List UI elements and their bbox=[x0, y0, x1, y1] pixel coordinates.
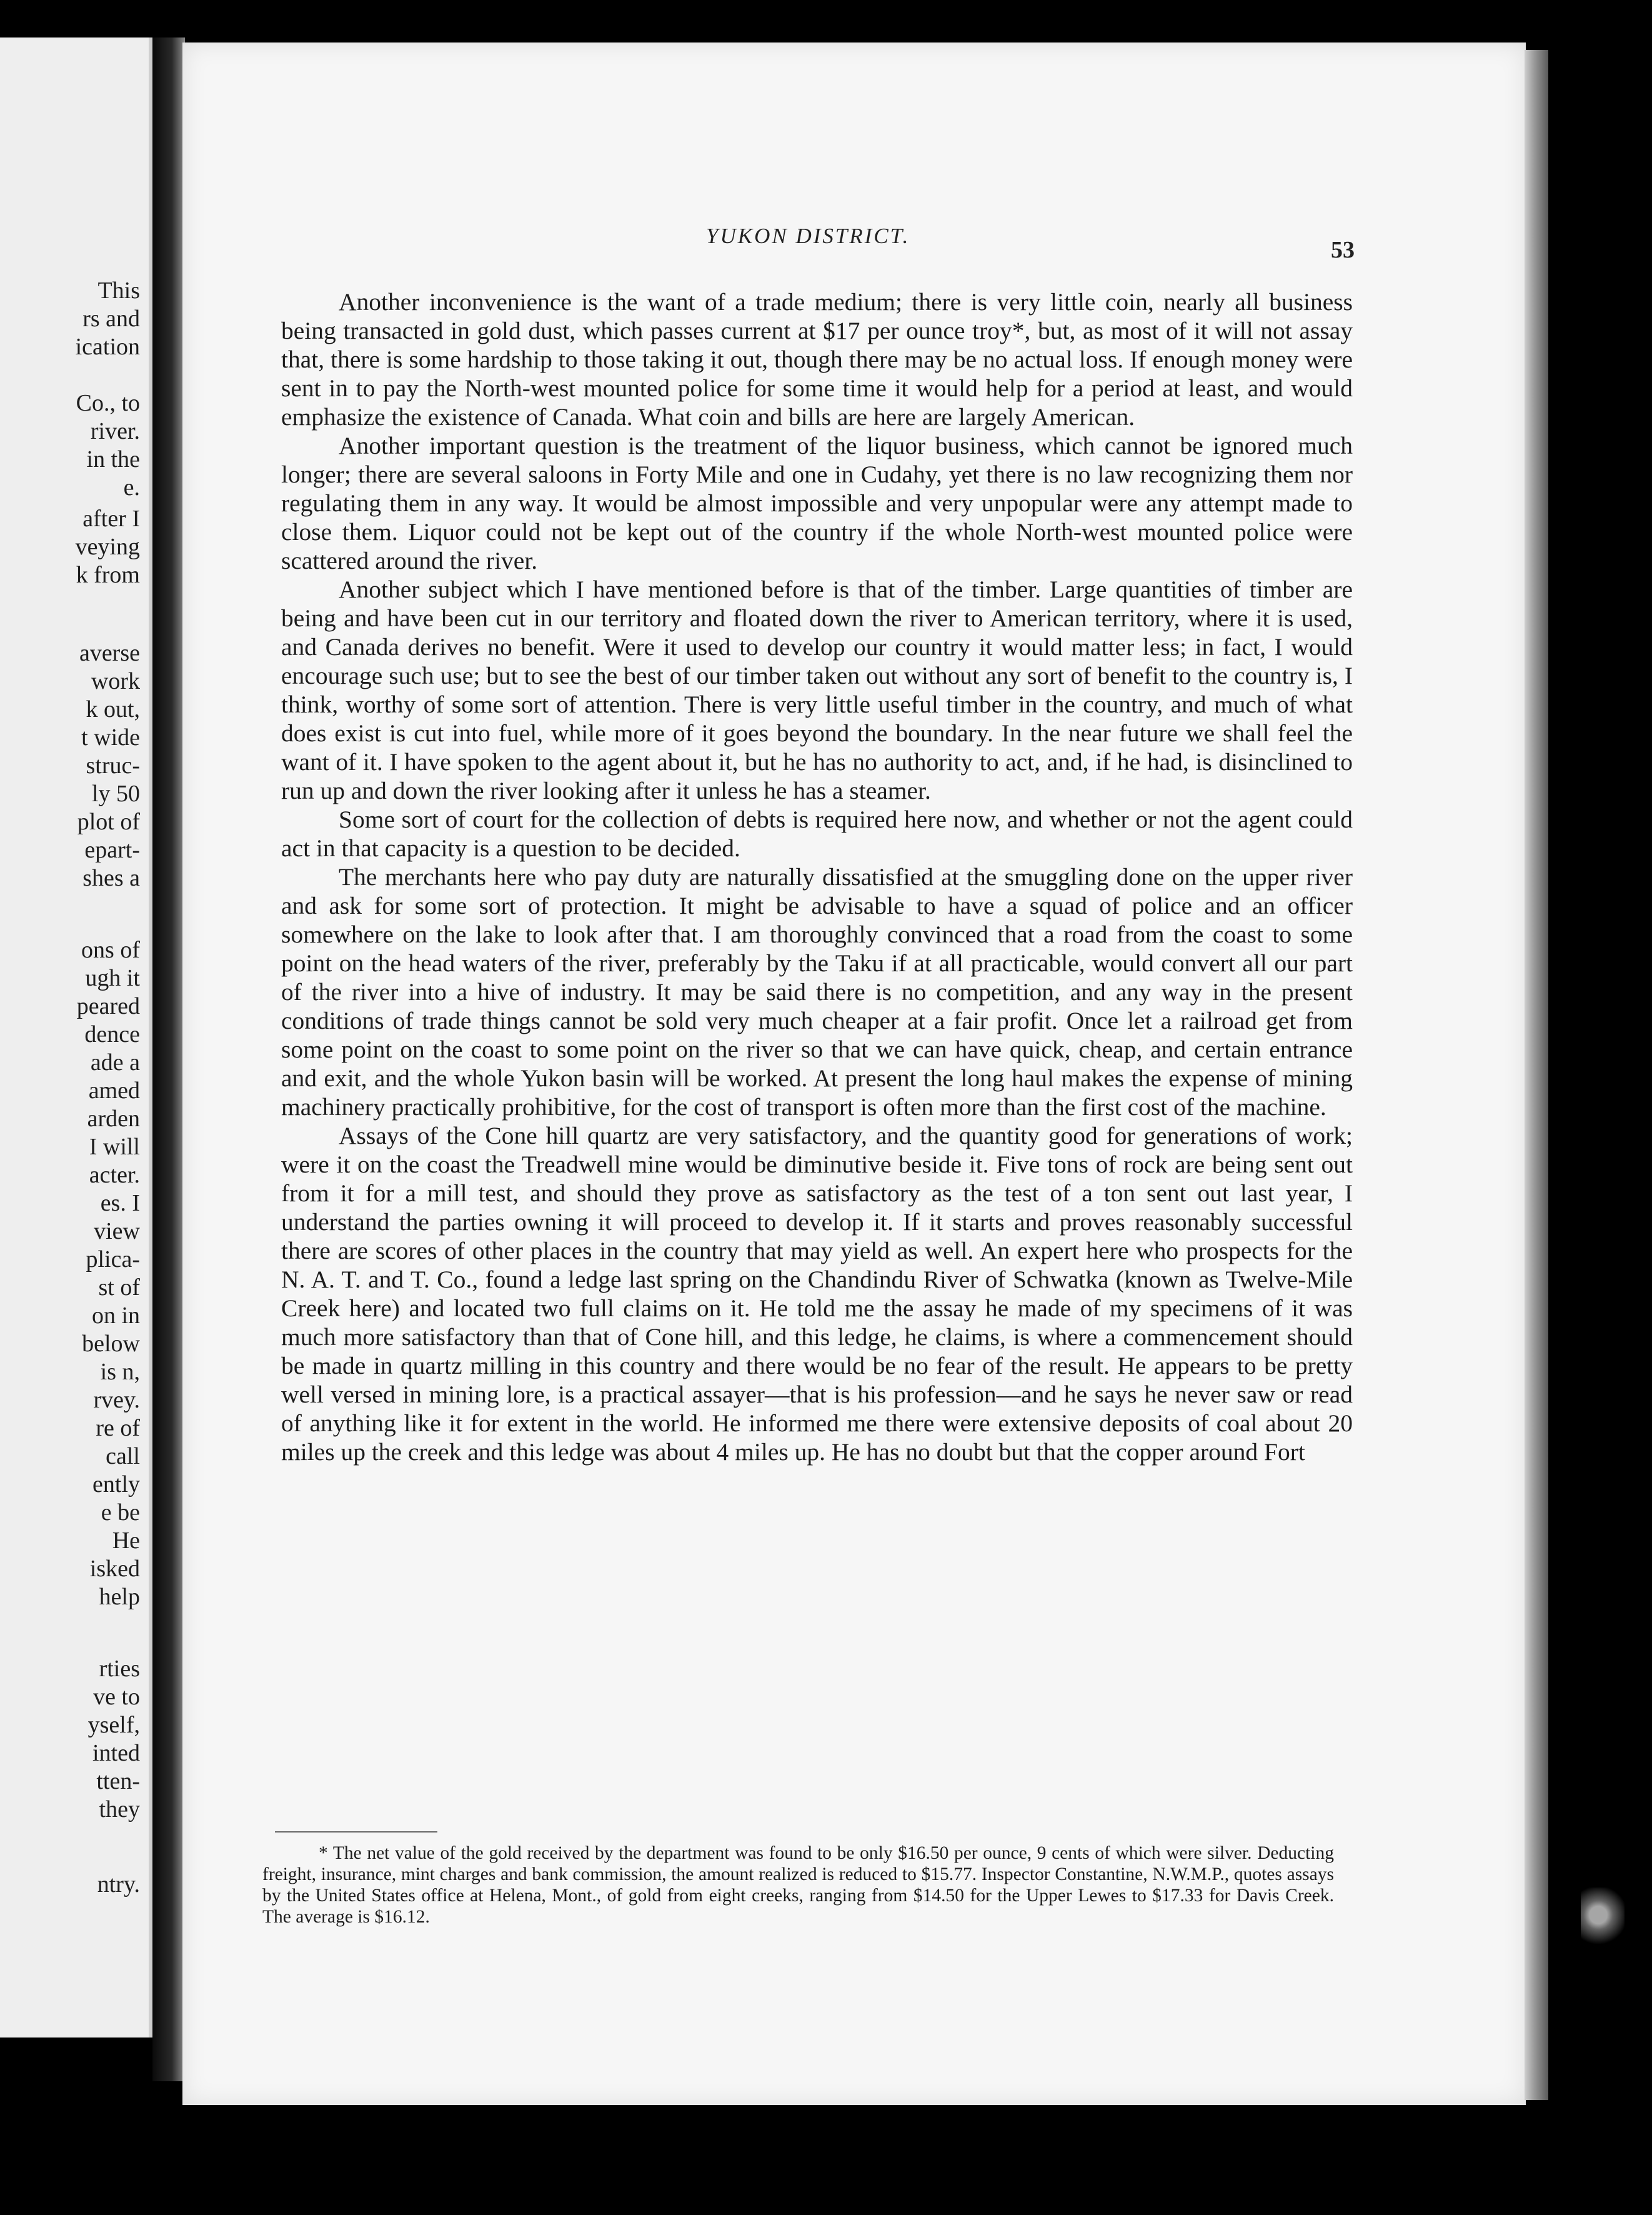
left-page-fragment: call bbox=[106, 1443, 140, 1469]
left-page-fragment: inted bbox=[92, 1740, 140, 1766]
left-page-fragment: ly 50 bbox=[91, 781, 140, 807]
left-page-fragment: Co., to bbox=[76, 390, 140, 416]
body-text bbox=[281, 288, 1353, 1466]
footnote-divider bbox=[275, 1831, 437, 1832]
left-page-fragment: ntry. bbox=[97, 1871, 140, 1898]
left-page-fragment: re of bbox=[96, 1415, 140, 1441]
paragraph: Assays of the Cone hill quartz are very satisfactory, and the quantity good for generations of work; were it on the coast the Treadwell mine would be diminutive beside it. Five tons of rock are being sent out from it for a mill test, and should they prove as satisfactory as the test of a ton sent out last year, I understand the parties owning it will proceed to develop it. If it starts and proves reasonably successful there are scores of other places in the country that may yield as well. An expert here who prospects for the N. A. T. and T. Co., found a ledge last spring on the Chandindu River of Schwatka (known as Twelve-Mile Creek here) and located two full claims on it. He told me the assay he made of my specimens of it was much more satisfactory than that of Cone hill, and this ledge, he claims, is where a commencement should be made in quartz milling in this country and there would be no fear of the result. He appears to be pretty well versed in mining lore, is a practical assayer—that is his profession—and he says he never saw or read of anything like it for extent in the world. He informed me there were extensive deposits of coal about 20 miles up the creek and this ledge was about 4 miles up. He has no doubt but that the copper around Fort bbox=[281, 1122, 1353, 1466]
left-page-fragment: in the bbox=[86, 446, 140, 472]
paragraph: Another subject which I have mentioned before is that of the timber. Large quantities of timber are being and have been cut in our territory and floated down the river to American territory, where it is used, and Canada derives no benefit. Were it used to develop our country it would matter less; in fact, I would encourage such use; but to see the best of our timber taken out without any sort of benefit to the country is, I think, worthy of some sort of attention. There is very little useful timber in the country, and much of what does exist is cut into fuel, while more of it goes beyond the boundary. In the near future we shall feel the want of it. I have spoken to the agent about it, but he has no authority to act, and, if he had, is disinclined to run up and down the river looking after it unless he has a steamer. bbox=[281, 576, 1353, 804]
page-number: 53 bbox=[1331, 237, 1355, 263]
left-page-fragment: epart- bbox=[84, 837, 140, 863]
left-page-fragment: amed bbox=[88, 1078, 140, 1104]
left-page-fragment: rvey. bbox=[93, 1387, 140, 1413]
left-page-fragment: k from bbox=[76, 562, 140, 588]
left-page-fragment: st of bbox=[98, 1274, 140, 1301]
paragraph: Another inconvenience is the want of a trade medium; there is very little coin, nearly all business being transacted in gold dust, which passes current at $17 per ounce troy*, but, as most of it will not assay that, there is some hardship to those taking it out, though there may be no actual loss. If enough money were sent in to pay the North-west mounted police for some time it would help for a period at least, and would emphasize the existence of Canada. What coin and bills are here are largely American. bbox=[281, 288, 1353, 431]
running-head: YUKON DISTRICT. bbox=[706, 224, 910, 248]
footnote: * The net value of the gold received by the department was found to be only $16.50 per ounce, 9 cents of which were silver. Deducting freight, insurance, mint charges and bank commission, the amount realized is reduced to $15.77. Inspector Constantine, N.W.M.P., quotes assays by the United States office at Helena, Mont., of gold from eight creeks, ranging from $14.50 for the Upper Lewes to $17.33 for Davis Creek. The average is $16.12. bbox=[262, 1843, 1334, 1927]
left-page-fragment: ugh it bbox=[85, 965, 140, 991]
left-page-fragment: plica- bbox=[86, 1246, 140, 1272]
left-page-fragment: es. I bbox=[100, 1190, 140, 1216]
book-gutter bbox=[152, 38, 185, 2081]
left-page-fragment: veying bbox=[75, 534, 140, 560]
left-page-fragment: rs and bbox=[82, 306, 140, 332]
left-page-fragment: This bbox=[97, 278, 140, 304]
left-page-fragment: below bbox=[82, 1331, 140, 1357]
left-page-fragment: ently bbox=[92, 1471, 140, 1498]
left-page-fragment: work bbox=[91, 668, 140, 694]
left-page-fragment: e. bbox=[123, 474, 140, 501]
left-page-fragment: ication bbox=[75, 334, 140, 360]
left-page-fragment: He bbox=[112, 1528, 140, 1554]
left-page-fragment: yself, bbox=[87, 1712, 140, 1738]
left-page-fragment: ve to bbox=[93, 1684, 140, 1710]
left-page-fragment: I will bbox=[89, 1134, 140, 1160]
scan-artifact bbox=[1581, 1888, 1625, 1956]
left-page-fragment: peared bbox=[76, 993, 140, 1019]
left-page-fragment: arden bbox=[87, 1106, 140, 1132]
paragraph: The merchants here who pay duty are naturally dissatisfied at the smuggling done on the upper river and ask for some sort of protection. It might be advisable to have a squad of police and an officer somewhere on the lake to look after that. I am thoroughly convinced that a road from the coast to some point on the head waters of the river, preferably by the Taku if at all practicable, would convert all our part of the river into a hive of industry. It may be said there is no competition, and any way in the present conditions of trade things cannot be sold very much cheaper at a fair profit. Once let a railroad get from some point on the coast to some point on the river so that we can have quick, cheap, and certain entrance and exit, and the whole Yukon basin will be worked. At present the long haul makes the expense of mining machinery practically prohibitive, for the cost of transport is often more than the first cost of the machine. bbox=[281, 863, 1353, 1121]
left-page-fragment: shes a bbox=[82, 865, 140, 891]
left-page-fragment: t wide bbox=[81, 724, 140, 751]
left-facing-page bbox=[0, 38, 152, 2038]
left-page-fragment: after I bbox=[82, 506, 140, 532]
left-page-fragment: struc- bbox=[86, 752, 140, 779]
left-page-fragment: they bbox=[99, 1796, 140, 1822]
paragraph: Another important question is the treatment of the liquor business, which cannot be ignored much longer; there are several saloons in Forty Mile and one in Cudahy, yet there is no law recognizing them nor regulating them in any way. It would be almost impossible and very unpopular were any attempt made to close them. Liquor could not be kept out of the country if the whole North-west mounted police were scattered around the river. bbox=[281, 432, 1353, 574]
page-edge-shadow bbox=[1525, 50, 1548, 2100]
left-page-fragment: acter. bbox=[89, 1162, 140, 1188]
left-page-fragment: e be bbox=[101, 1499, 140, 1526]
left-page-fragment: isked bbox=[89, 1556, 140, 1582]
left-page-fragment: tten- bbox=[96, 1768, 140, 1794]
left-page-fragment: k out, bbox=[86, 696, 140, 722]
left-page-fragment: plot of bbox=[77, 809, 140, 835]
left-page-fragment: ons of bbox=[81, 937, 140, 963]
left-page-fragment: rties bbox=[99, 1656, 140, 1682]
left-page-fragment: view bbox=[94, 1218, 140, 1244]
left-page-fragment: is n, bbox=[100, 1359, 140, 1385]
left-page-fragment: river. bbox=[90, 418, 140, 444]
paragraph: Some sort of court for the collection of debts is required here now, and whether or not the agent could act in that capacity is a question to be decided. bbox=[281, 806, 1353, 862]
left-page-fragment: averse bbox=[79, 640, 140, 666]
left-page-fragment: ade a bbox=[90, 1049, 140, 1076]
left-page-fragment: dence bbox=[84, 1021, 140, 1048]
left-page-fragment: on in bbox=[91, 1302, 140, 1329]
left-page-fragment: help bbox=[99, 1584, 140, 1610]
